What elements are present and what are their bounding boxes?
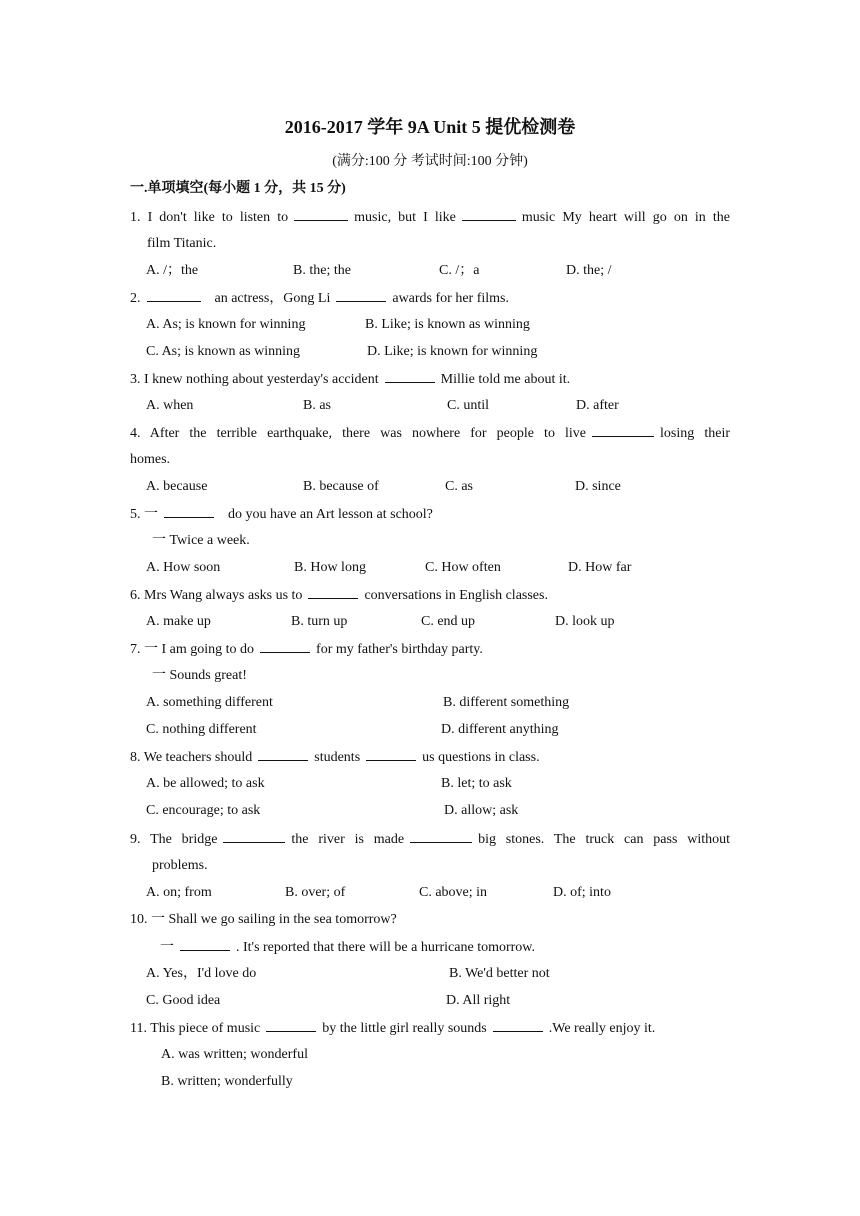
option-c[interactable]: C. nothing different <box>146 722 257 737</box>
answer-blank[interactable] <box>260 640 310 653</box>
option-b[interactable]: B. let; to ask <box>441 776 512 791</box>
option-b[interactable]: B. Like; is known as winning <box>365 317 530 332</box>
option-a[interactable]: A. make up <box>146 614 211 629</box>
option-a[interactable]: A. on; from <box>146 885 212 900</box>
option-d[interactable]: D. of; into <box>553 885 611 900</box>
option-a[interactable]: A. when <box>146 398 194 413</box>
option-d[interactable]: D. look up <box>555 614 615 629</box>
question-5-reply: 一 Twice a week. <box>152 533 250 548</box>
option-b[interactable]: B. How long <box>294 560 366 575</box>
question-8-stem: 8. We teachers should students us questions in class. <box>130 750 540 765</box>
option-d[interactable]: D. after <box>576 398 619 413</box>
answer-blank[interactable] <box>147 289 201 302</box>
option-b[interactable]: B. as <box>303 398 331 413</box>
question-9-stem-cont: problems. <box>152 858 208 873</box>
question-9-stem: 9. The bridge the river is made big stones. The truck can pass without <box>130 832 730 847</box>
option-b[interactable]: B. turn up <box>291 614 348 629</box>
option-d[interactable]: D. All right <box>446 993 511 1008</box>
option-c[interactable]: C. until <box>447 398 490 413</box>
option-b[interactable]: B. over; of <box>285 885 346 900</box>
option-a[interactable]: A. be allowed; to ask <box>146 776 265 791</box>
answer-blank[interactable] <box>336 289 386 302</box>
option-b[interactable]: B. written; wonderfully <box>161 1074 293 1089</box>
page-subtitle: (满分:100 分 考试时间:100 分钟) <box>332 154 528 169</box>
option-a[interactable]: A. Yes，I'd love do <box>146 966 257 981</box>
question-1-stem-cont: film Titanic. <box>147 236 217 251</box>
question-6-stem: 6. Mrs Wang always asks us to conversations in English classes. <box>130 588 548 603</box>
option-b[interactable]: B. different something <box>443 695 570 710</box>
section-heading: 一.单项填空(每小题 1 分，共 15 分) <box>130 181 346 196</box>
answer-blank[interactable] <box>493 1019 543 1032</box>
answer-blank[interactable] <box>223 830 285 843</box>
question-3-stem: 3. I knew nothing about yesterday's accident Millie told me about it. <box>130 372 571 387</box>
question-1-stem: 1. I don't like to listen to music, but I like music My heart will go on in the <box>130 210 730 225</box>
answer-blank[interactable] <box>258 748 308 761</box>
answer-blank[interactable] <box>180 938 230 951</box>
answer-blank[interactable] <box>294 208 348 221</box>
option-b[interactable]: B. We'd better not <box>449 966 550 981</box>
option-d[interactable]: D. How far <box>568 560 632 575</box>
question-10-reply: 一 . It's reported that there will be a hurricane tomorrow. <box>160 940 536 955</box>
option-a[interactable]: A. /；the <box>146 263 199 278</box>
option-a[interactable]: A. something different <box>146 695 273 710</box>
question-7-reply: 一 Sounds great! <box>152 668 247 683</box>
question-10-stem: 10. 一 Shall we go sailing in the sea tomorrow? <box>130 912 397 927</box>
option-c[interactable]: C. As; is known as winning <box>146 344 301 359</box>
question-4-stem-cont: homes. <box>130 452 171 467</box>
option-c[interactable]: C. How often <box>425 560 501 575</box>
answer-blank[interactable] <box>410 830 472 843</box>
option-c[interactable]: C. end up <box>421 614 476 629</box>
option-c[interactable]: C. encourage; to ask <box>146 803 261 818</box>
page-title: 2016-2017 学年 9A Unit 5 提优检测卷 <box>284 117 576 137</box>
option-d[interactable]: D. the; / <box>566 263 612 278</box>
option-d[interactable]: D. different anything <box>441 722 559 737</box>
option-a[interactable]: A. As; is known for winning <box>146 317 306 332</box>
answer-blank[interactable] <box>164 505 214 518</box>
option-b[interactable]: B. because of <box>303 479 379 494</box>
question-7-stem: 7. 一 I am going to do for my father's birthday party. <box>130 642 483 657</box>
answer-blank[interactable] <box>592 424 654 437</box>
answer-blank[interactable] <box>266 1019 316 1032</box>
question-4-stem: 4. After the terrible earthquake, there was nowhere for people to live losing their <box>130 426 730 441</box>
option-d[interactable]: D. allow; ask <box>444 803 519 818</box>
option-d[interactable]: D. Like; is known for winning <box>367 344 538 359</box>
answer-blank[interactable] <box>366 748 416 761</box>
option-a[interactable]: A. was written; wonderful <box>161 1047 308 1062</box>
answer-blank[interactable] <box>462 208 516 221</box>
option-d[interactable]: D. since <box>575 479 621 494</box>
question-11-stem: 11. This piece of music by the little girl really sounds .We really enjoy it. <box>130 1021 656 1036</box>
option-c[interactable]: C. above; in <box>419 885 488 900</box>
answer-blank[interactable] <box>308 586 358 599</box>
option-a[interactable]: A. because <box>146 479 208 494</box>
option-c[interactable]: C. as <box>445 479 473 494</box>
question-2-stem: 2. an actress，Gong Li awards for her films. <box>130 291 509 306</box>
option-a[interactable]: A. How soon <box>146 560 221 575</box>
option-c[interactable]: C. Good idea <box>146 993 221 1008</box>
option-b[interactable]: B. the; the <box>293 263 351 278</box>
question-5-stem: 5. 一 do you have an Art lesson at school? <box>130 507 433 522</box>
answer-blank[interactable] <box>385 370 435 383</box>
option-c[interactable]: C. /；a <box>439 263 480 278</box>
